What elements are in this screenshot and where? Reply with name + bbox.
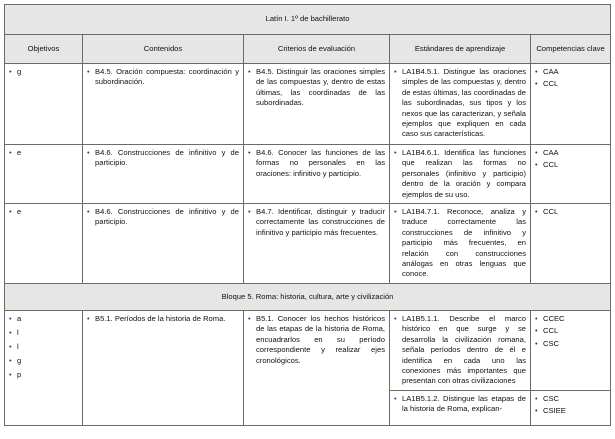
contenido-text: • B4.6. Construcciones de infinitivo y de participio. — [87, 148, 239, 169]
objetivo-item: • a — [9, 314, 78, 324]
bloque-heading: Bloque 5. Roma: historia, cultura, arte y civilización — [5, 283, 611, 310]
objetivo-item: • e — [9, 148, 78, 158]
table-row — [5, 64, 611, 145]
estandar-text: • LA1B5.1.2. Distingue las etapas de la historia de Roma, explican- — [394, 394, 526, 415]
table-row — [5, 204, 611, 284]
estandar-text: • LA1B4.7.1. Reconoce, analiza y traduce correctamente las construcciones de infinitivo y participio más frecuentes, en relación con construcciones análogas en otras lenguas que conoce. — [394, 207, 526, 280]
objetivo-item: • e — [9, 207, 78, 217]
competencia-item: • CCL — [535, 207, 606, 217]
contenido-text: • B5.1. Períodos de la historia de Roma. — [87, 314, 239, 324]
table-row — [5, 145, 611, 204]
criterio-text: • B4.6. Conocer las funciones de las formas no personales en las oraciones: infinitivo y participio. — [248, 148, 385, 179]
curriculum-table — [4, 4, 611, 426]
criterio-text: • B4.5. Distinguir las oraciones simples de las compuestas y, dentro de estas últimas, las coordinadas de las subordinadas. — [248, 67, 385, 109]
estandar-text: • LA1B4.6.1. Identifica las funciones que realizan las formas no personales (infinitivo y participio) dentro de la oración y compara ejemplos de su uso. — [394, 148, 526, 200]
competencia-item: • CSC — [535, 394, 606, 404]
header-estandares: Estándares de aprendizaje — [390, 35, 531, 64]
criterio-text: • B5.1. Conocer los hechos históricos de las etapas de la historia de Roma, encuadrarlos en su período correspondiente y realizar ejes cronológicos. — [248, 314, 385, 366]
objetivo-item: • p — [9, 370, 78, 380]
criterio-text: • B4.7. Identificar, distinguir y traducir correctamente las construcciones de infinitivo y participio más frecuentes. — [248, 207, 385, 238]
competencia-item: • CSC — [535, 339, 606, 349]
table-title: Latín I. 1º de bachillerato — [5, 5, 611, 35]
competencia-item: • CSIEE — [535, 406, 606, 416]
contenido-text: • B4.6. Construcciones de infinitivo y de participio. — [87, 207, 239, 228]
competencia-item: • CCL — [535, 79, 606, 89]
table-row — [5, 310, 611, 390]
competencia-item: • CAA — [535, 67, 606, 77]
competencia-item: • CCEC — [535, 314, 606, 324]
objetivo-item: • l — [9, 342, 78, 352]
contenido-text: • B4.5. Oración compuesta: coordinación y subordinación. — [87, 67, 239, 88]
competencia-item: • CCL — [535, 160, 606, 170]
header-contenidos: Contenidos — [83, 35, 244, 64]
objetivo-item: • l — [9, 328, 78, 338]
header-criterios: Criterios de evaluación — [244, 35, 390, 64]
objetivo-item: • g — [9, 67, 78, 77]
competencia-item: • CAA — [535, 148, 606, 158]
objetivo-item: • g — [9, 356, 78, 366]
header-objetivos: Objetivos — [5, 35, 83, 64]
header-competencias: Competencias clave — [531, 35, 611, 64]
estandar-text: • LA1B5.1.1. Describe el marco histórico en que surge y se desarrolla la civilización romana, señala períodos dentro de él e identifica en cada uno las conexiones más importantes que presentan con otras civilizaciones — [394, 314, 526, 387]
competencia-item: • CCL — [535, 326, 606, 336]
estandar-text: • LA1B4.5.1. Distingue las oraciones simples de las compuestas y, dentro de estas últimas, las coordinadas de las subordinadas, sus tipos y los nexos que las caracterizan, y señala ejemplos que expliquen en cada caso sus características. — [394, 67, 526, 140]
